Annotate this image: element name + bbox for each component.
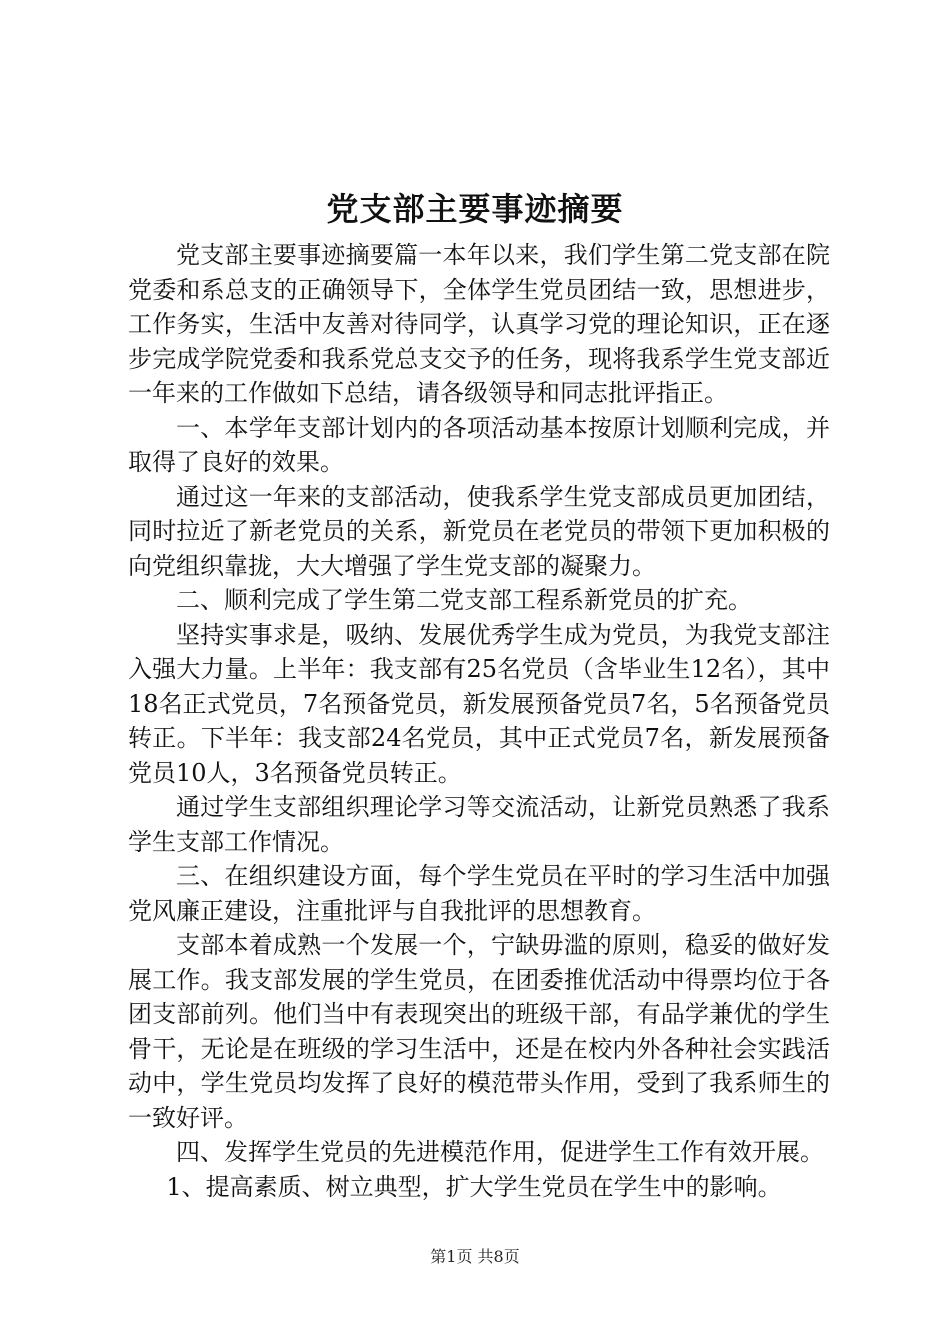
paragraph: 通过这一年来的支部活动，使我系学生党支部成员更加团结，同时拉近了新老党员的关系，新党员在老党员的带领下更加积极的向党组织靠拢，大大增强了学生党支部的凝聚力。 [128, 482, 830, 580]
page-footer: 第1页 共8页 [430, 1247, 520, 1266]
document-body [128, 238, 830, 1204]
paragraph: 坚持实事求是，吸纳、发展优秀学生成为党员，为我党支部注入强大力量。上半年：我支部有25名党员（含毕业生12名），其中18名正式党员，7名预备党员，新发展预备党员7名，5名预备党员转正。下半年：我支部24名党员，其中正式党员7名，新发展预备党员10人，3名预备党员转正。 [128, 620, 830, 787]
paragraph: 二、顺利完成了学生第二党支部工程系新党员的扩充。 [176, 586, 752, 614]
paragraph: 三、在组织建设方面，每个学生党员在平时的学习生活中加强党风廉正建设，注重批评与自我批评的思想教育。 [128, 862, 830, 925]
paragraph: 支部本着成熟一个发展一个，宁缺毋滥的原则，稳妥的做好发展工作。我支部发展的学生党员，在团委推优活动中得票均位于各团支部前列。他们当中有表现突出的班级干部，有品学兼优的学生骨干，无论是在班级的学习生活中，还是在校内外各种社会实践活动中，学生党员均发挥了良好的模范带头作用，受到了我系师生的一致好评。 [128, 931, 830, 1132]
paragraph: 党支部主要事迹摘要篇一本年以来，我们学生第二党支部在院党委和系总支的正确领导下，全体学生党员团结一致，思想进步，工作务实，生活中友善对待同学，认真学习党的理论知识，正在逐步完成学院党委和我系党总支交予的任务，现将我系学生党支部近一年来的工作做如下总结，请各级领导和同志批评指正。 [128, 241, 830, 407]
paragraph: 一、本学年支部计划内的各项活动基本按原计划顺利完成，并取得了良好的效果。 [128, 413, 830, 476]
document-title: 党支部主要事迹摘要 [326, 190, 624, 228]
paragraph: 通过学生支部组织理论学习等交流活动，让新党员熟悉了我系学生支部工作情况。 [128, 793, 830, 856]
paragraph: 1、提高素质、树立典型，扩大学生党员在学生中的影响。 [166, 1172, 782, 1201]
paragraph: 四、发挥学生党员的先进模范作用，促进学生工作有效开展。 [176, 1138, 824, 1166]
